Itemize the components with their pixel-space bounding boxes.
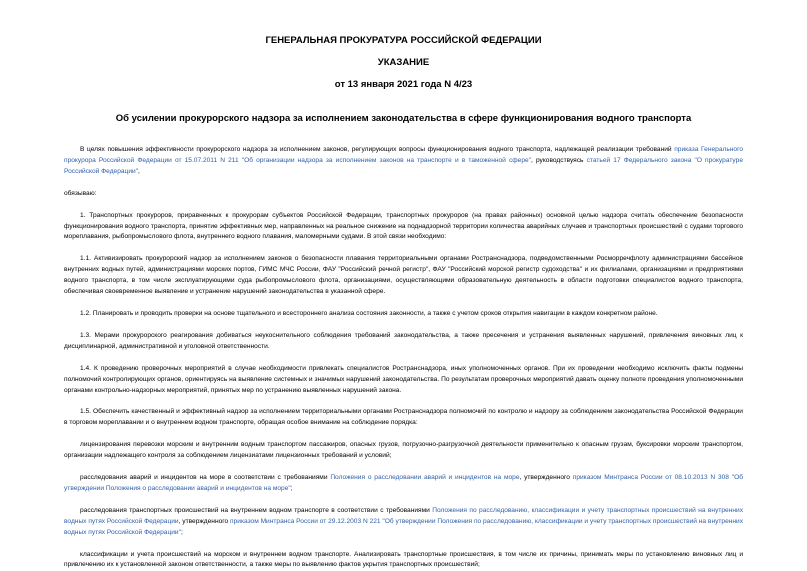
- text-run: расследования аварий и инцидентов на море в соответствии с требованиями: [80, 474, 331, 482]
- text-run: В целях повышения эффективности прокурорского надзора за исполнением законов, регулирующих вопросы функционирования водного транспорта, надлежащей реализации требований: [80, 146, 675, 153]
- paragraph-preamble: [64, 145, 743, 178]
- document-date-number: от 13 января 2021 года N 4/23: [334, 79, 473, 90]
- link-order-211[interactable]: приказа Генерального прокурора Российской Федерации от 15.07.2011 N 211 "Об организации надзора за исполнением законов на транспорте и в таможенной сфере": [64, 146, 744, 164]
- paragraph-licensing: лицензирования перевозки морским и внутренним водным транспортом пассажиров, опасных грузов, погрузочно-разгрузочной деятельности применительно к опасным грузам, буксировки морским транспортом, организации надлежащего контроля за соблюдением лицензиатами лицензионных требований и условий;: [64, 441, 743, 460]
- text-run: , утвержденного: [178, 517, 231, 525]
- paragraph-1-3: 1.3. Мерами прокурорского реагирования добиваться неукоснительного соблюдения требований законодательства, а также пресечения и устранения выявленных нарушений, привлечения виновных лиц к дисциплинарной, административной и уголовной ответственности.: [64, 331, 743, 350]
- paragraph-sea-accidents: [64, 473, 743, 495]
- paragraph-oblige: обязываю:: [64, 189, 97, 197]
- link-law-article-17[interactable]: статьей 17 Федерального закона "О прокуратуре Российской Федерации": [64, 156, 743, 175]
- document-title: Об усилении прокурорского надзора за исполнением законодательства в сфере функционирования водного транспорта: [115, 113, 692, 124]
- link-order-221[interactable]: приказом Минтранса России от 29.12.2003 N 221 "Об утверждении Положения по расследованию, классификации и учету транспортных происшествий на внутренних водных путях Российской Федерации": [64, 517, 743, 536]
- document-body: [64, 125, 743, 571]
- text-run: , руководствуясь: [531, 156, 587, 164]
- paragraph-1-1: 1.1. Активизировать прокурорский надзор за исполнением законов о безопасности плавания территориальными органами Ространснадзора, подведомственными Росморречфлоту администрациями бассейнов внутренних водных путей, администрациями морских портов, ГИМС МЧС России, ФАУ "Российский речной регистр", ФАУ "Российский морской регистр судоходства" и их филиалами, организациями и предприятиями водного транспорта, в том числе эксплуатирующими суда рыбопромыслового флота, организациями, осуществляющими образовательную деятельность в области подготовки специалистов водного транспорта, обеспечивая своевременное выявление и устранение нарушений законодательства в указанной сфере.: [64, 255, 743, 296]
- paragraph-classification: классификации и учета происшествий на морском и внутреннем водном транспорте. Анализировать транспортные происшествия, в том числе их причины, принимать меры по установлению виновных лиц и привлечению их к установленной законом ответственности, а также меры по выявлению фактов укрытия транспортных происшествий;: [64, 550, 743, 569]
- paragraph-1-2: 1.2. Планировать и проводить проверки на основе тщательного и всестороннего анализа состояния законности, а также с учетом сроков открытия навигации в каждом конкретном районе.: [80, 309, 658, 317]
- issuing-authority: ГЕНЕРАЛЬНАЯ ПРОКУРАТУРА РОССИЙСКОЙ ФЕДЕРАЦИИ: [265, 35, 542, 46]
- text-run: расследования транспортных происшествий на внутреннем водном транспорте в соответствии с требованиями: [80, 506, 433, 514]
- text-run: ;: [180, 528, 183, 536]
- text-run: , утвержденного: [519, 474, 573, 482]
- paragraph-inland-accidents: [64, 506, 743, 539]
- link-inland-accident-regulation[interactable]: Положения по расследованию, классификации и учету транспортных происшествий на внутренних водных путях Российской Федерации: [64, 506, 743, 525]
- link-sea-accident-regulation[interactable]: Положения о расследовании аварий и инцидентов на море: [330, 474, 520, 482]
- paragraph-1-4: 1.4. К проведению проверочных мероприятий в случае необходимости привлекать специалистов Ространснадзора, иных уполномоченных органов. При их проведении необходимо исключить факты подмены полномочий контролирующих органов, ориентируясь на выявление системных и значимых нарушений законодательства. По результатам проверочных мероприятий давать оценку полноте проведения уполномоченными органами контрольно-надзорных мероприятий, принятых мер по устранению выявленных нарушений закона.: [64, 364, 743, 394]
- document-type: УКАЗАНИЕ: [377, 57, 430, 68]
- paragraph-1-5: 1.5. Обеспечить качественный и эффективный надзор за исполнением территориальными органами Ространснадзора полномочий по контролю и надзору за соблюдением законодательства Российской Федерации в торговом мореплавании и о внутреннем водном транспорте, обращая особое внимание на соблюдение порядка:: [64, 408, 743, 427]
- text-run: ;: [290, 484, 293, 492]
- text-run: ,: [138, 167, 140, 175]
- link-order-308[interactable]: приказом Минтранса России от 08.10.2013 N 308 "Об утверждении Положения о расследовании аварий и инцидентов на море": [64, 474, 743, 492]
- paragraph-1: 1. Транспортных прокуроров, приравненных к прокурорам субъектов Российской Федерации, транспортных прокуроров (на правах районных) основной целью надзора считать обеспечение безопасности функционирования водного транспорта, принятие эффективных мер, направленных на реальное снижение на поднадзорной территории количества аварийных случаев и транспортных происшествий с судами торгового мореплавания, рыбопромыслового флота, внутреннего водного плавания, маломерными судами. В этой связи необходимо:: [64, 211, 743, 241]
